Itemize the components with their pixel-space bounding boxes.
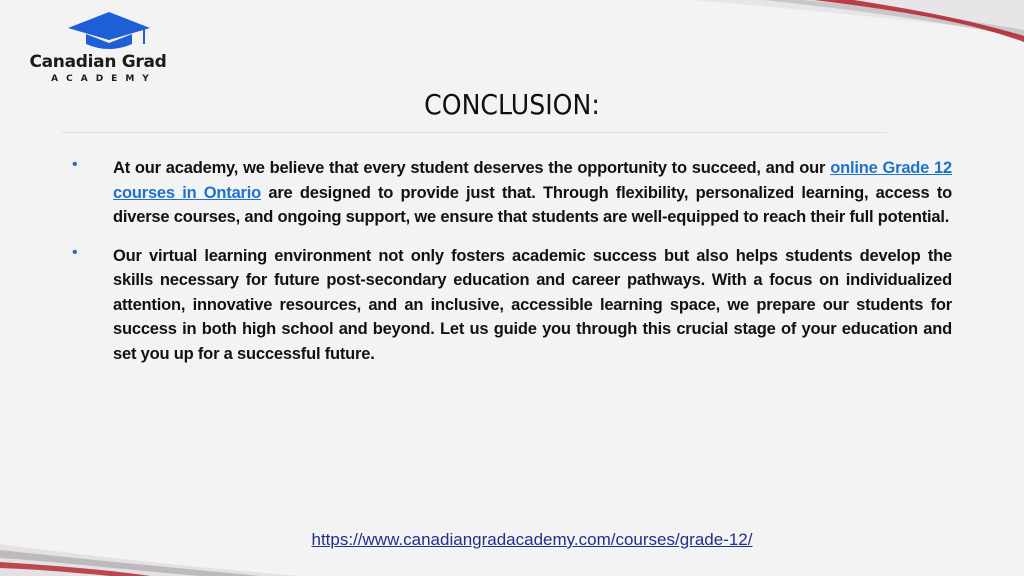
logo-name: Canadian Grad	[29, 52, 167, 72]
logo-subtitle: ACADEMY	[51, 74, 157, 84]
footer-url-link[interactable]: https://www.canadiangradacademy.com/courses/grade-12/	[311, 530, 753, 549]
title-divider	[62, 132, 887, 133]
canadian-grad-academy-logo[interactable]	[12, 10, 184, 84]
bullet-text-before-link: At our academy, we believe that every student deserves the opportunity to succeed, and our	[113, 159, 831, 177]
slide-title: CONCLUSION:	[424, 88, 600, 121]
online-grade-12-courses-link[interactable]: online Grade 12 courses in Ontario	[113, 159, 952, 202]
bullet-item-1	[72, 156, 952, 230]
graduation-cap-icon	[64, 10, 154, 50]
bullet-item-2	[72, 244, 952, 367]
bullet-text	[113, 156, 952, 230]
conclusion-bullet-list	[72, 156, 952, 380]
bullet-text: Our virtual learning environment not only fosters academic success but also helps students develop the skills necessary for future post-secondary education and career pathways. With a focus on individualized attention, innovative resources, and an inclusive, accessible learning space, we prepare our students for success in both high school and beyond. Let us guide you through this crucial stage of your education and set you up for a successful future.	[113, 246, 952, 363]
bullet-text-after-link: are designed to provide just that. Through flexibility, personalized learning, access to diverse courses, and ongoing support, we ensure that students are well-equipped to reach their full potential.	[113, 183, 952, 226]
top-right-swoosh-decoration	[694, 0, 1024, 48]
bullet-marker: •	[72, 156, 78, 173]
bullet-marker: •	[72, 243, 78, 261]
